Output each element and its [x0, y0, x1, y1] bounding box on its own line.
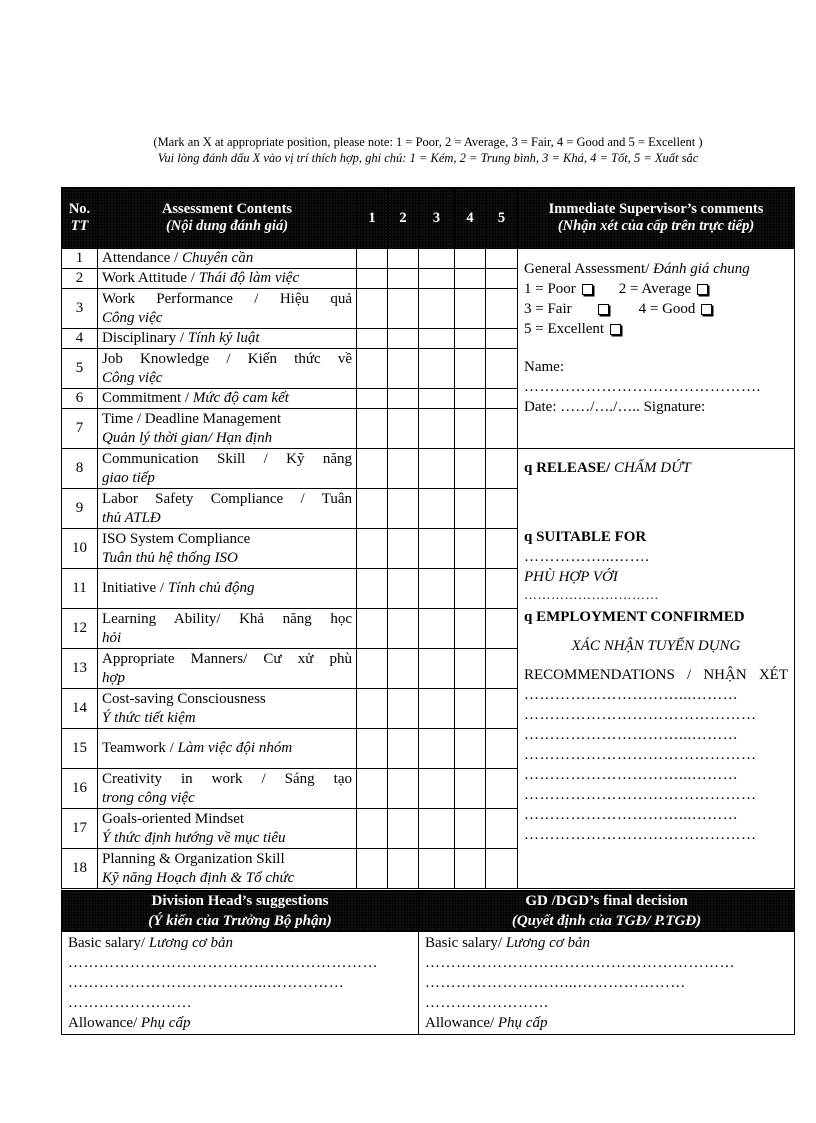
header-score-4: 4: [455, 188, 486, 249]
item-content: Planning & Organization Skill Kỹ năng Hoạch định & Tổ chức: [98, 849, 357, 889]
score-cell[interactable]: [455, 769, 486, 809]
recommendation-lines[interactable]: …………………………...……… ……………………………………… …………………………...……… ……………………………………… …………………………...……… ……………………………………… …………………………...……… ………………………………………: [524, 687, 757, 843]
suitable-option[interactable]: q SUITABLE FOR: [524, 529, 647, 545]
item-number: 15: [62, 729, 98, 769]
score-cell[interactable]: [486, 569, 518, 609]
score-cell[interactable]: [357, 849, 388, 889]
score-cell[interactable]: [455, 349, 486, 389]
item-content: Cost-saving Consciousness Ý thức tiết kiệm: [98, 689, 357, 729]
checkbox-fair[interactable]: [598, 304, 609, 315]
score-cell[interactable]: [419, 409, 455, 449]
item-content: Work Attitude / Thái độ làm việc: [98, 269, 357, 289]
score-cell[interactable]: [419, 729, 455, 769]
decision-cell: q RELEASE/ CHẤM DỨT q SUITABLE FOR ……………...……. PHÙ HỢP VỚI ………………………… q EMPLOYMENT CONFIRMED XÁC NHẬN TUYỂN DỤNG RECOMMENDATIONS / NHẬN XÉT …………………………...……… ……………………………………… …………………………...……… ……………………………………… …………………………...……… ……………………………………… …………………………...……… ………………………………………: [518, 449, 795, 889]
item-number: 1: [62, 249, 98, 269]
score-cell[interactable]: [419, 529, 455, 569]
score-cell[interactable]: [388, 529, 419, 569]
score-cell[interactable]: [455, 329, 486, 349]
name-field[interactable]: ……………………………………….: [524, 379, 761, 395]
score-cell[interactable]: [357, 289, 388, 329]
checkbox-good[interactable]: [701, 304, 712, 315]
name-label: Name:: [524, 359, 564, 375]
score-cell[interactable]: [388, 729, 419, 769]
score-cell[interactable]: [388, 769, 419, 809]
item-number: 5: [62, 349, 98, 389]
item-content: ISO System Compliance Tuân thủ hệ thống ISO: [98, 529, 357, 569]
score-cell[interactable]: [486, 849, 518, 889]
score-cell[interactable]: [388, 609, 419, 649]
general-assessment-cell: General Assessment/ Đánh giá chung 1 = Poor 2 = Average 3 = Fair 4 = Good 5 = Excellent Name: ………………………………………. Date: ……/…./….. Signature:: [518, 249, 795, 449]
score-cell[interactable]: [419, 569, 455, 609]
item-number: 6: [62, 389, 98, 409]
score-cell[interactable]: [357, 689, 388, 729]
item-content: Appropriate Manners/ Cư xử phù hợp: [98, 649, 357, 689]
header-no: No. TT: [62, 188, 98, 249]
item-number: 16: [62, 769, 98, 809]
score-cell[interactable]: [419, 289, 455, 329]
score-cell[interactable]: [419, 449, 455, 489]
score-cell[interactable]: [419, 349, 455, 389]
score-cell[interactable]: [486, 489, 518, 529]
item-number: 3: [62, 289, 98, 329]
score-cell[interactable]: [419, 649, 455, 689]
score-cell[interactable]: [419, 769, 455, 809]
header-score-2: 2: [388, 188, 419, 249]
item-number: 2: [62, 269, 98, 289]
item-content: Disciplinary / Tính kỷ luật: [98, 329, 357, 349]
recommendations-label: RECOMMENDATIONS / NHẬN XÉT: [524, 667, 788, 683]
score-cell[interactable]: [388, 449, 419, 489]
item-number: 9: [62, 489, 98, 529]
score-cell[interactable]: [486, 289, 518, 329]
division-head-suggestions[interactable]: Basic salary/ Lương cơ bản …………………………………………………… ………………………………...…………… …………………… Allowance/ Phụ cấp: [62, 932, 419, 1035]
score-cell[interactable]: [419, 809, 455, 849]
header-score-3: 3: [419, 188, 455, 249]
score-cell[interactable]: [486, 689, 518, 729]
item-number: 4: [62, 329, 98, 349]
score-cell[interactable]: [455, 569, 486, 609]
score-cell[interactable]: [388, 349, 419, 389]
item-number: 17: [62, 809, 98, 849]
score-cell[interactable]: [486, 389, 518, 409]
item-content: Work Performance / Hiệu quả Công việc: [98, 289, 357, 329]
score-cell[interactable]: [419, 329, 455, 349]
score-cell[interactable]: [357, 249, 388, 269]
gd-final-decision[interactable]: Basic salary/ Lương cơ bản …………………………………………………… ………………………...………………… …………………… Allowance/ Phụ cấp: [419, 932, 795, 1035]
score-cell[interactable]: [388, 489, 419, 529]
score-cell[interactable]: [357, 769, 388, 809]
item-content: Time / Deadline Management Quản lý thời gian/ Hạn định: [98, 409, 357, 449]
score-cell[interactable]: [357, 269, 388, 289]
score-cell[interactable]: [419, 249, 455, 269]
checkbox-average[interactable]: [697, 284, 708, 295]
score-cell[interactable]: [388, 249, 419, 269]
score-cell[interactable]: [388, 809, 419, 849]
score-cell[interactable]: [388, 849, 419, 889]
score-cell[interactable]: [357, 729, 388, 769]
score-cell[interactable]: [486, 449, 518, 489]
score-cell[interactable]: [455, 529, 486, 569]
instructions-english: (Mark an X at appropriate position, please note: 1 = Poor, 2 = Average, 3 = Fair, 4 = Good and 5 = Excellent ): [153, 135, 703, 149]
score-cell[interactable]: [486, 769, 518, 809]
item-number: 18: [62, 849, 98, 889]
decision-table: [61, 890, 795, 1035]
score-cell[interactable]: [357, 529, 388, 569]
score-cell[interactable]: [455, 649, 486, 689]
item-content: Creativity in work / Sáng tạo trong công việc: [98, 769, 357, 809]
item-number: 11: [62, 569, 98, 609]
item-content: Goals-oriented Mindset Ý thức định hướng về mục tiêu: [98, 809, 357, 849]
item-number: 13: [62, 649, 98, 689]
score-cell[interactable]: [486, 329, 518, 349]
score-cell[interactable]: [486, 249, 518, 269]
checkbox-poor[interactable]: [582, 284, 593, 295]
score-cell[interactable]: [455, 409, 486, 449]
score-cell[interactable]: [388, 569, 419, 609]
score-cell[interactable]: [419, 269, 455, 289]
item-content: Learning Ability/ Khả năng học hỏi: [98, 609, 357, 649]
score-cell[interactable]: [419, 689, 455, 729]
score-cell[interactable]: [357, 329, 388, 349]
item-content: Job Knowledge / Kiến thức về Công việc: [98, 349, 357, 389]
score-cell[interactable]: [357, 609, 388, 649]
item-number: 7: [62, 409, 98, 449]
header-score-1: 1: [357, 188, 388, 249]
score-cell[interactable]: [455, 849, 486, 889]
score-cell[interactable]: [486, 529, 518, 569]
score-cell[interactable]: [455, 249, 486, 269]
header-assessment-contents: Assessment Contents (Nội dung đánh giá): [98, 188, 357, 249]
score-cell[interactable]: [455, 809, 486, 849]
score-cell[interactable]: [388, 389, 419, 409]
division-head-header: Division Head’s suggestions (Ý kiến của Trưởng Bộ phận): [62, 891, 419, 932]
item-number: 8: [62, 449, 98, 489]
item-number: 14: [62, 689, 98, 729]
item-content: Labor Safety Compliance / Tuân thủ ATLĐ: [98, 489, 357, 529]
score-cell[interactable]: [357, 349, 388, 389]
score-cell[interactable]: [455, 729, 486, 769]
score-cell[interactable]: [486, 609, 518, 649]
score-cell[interactable]: [388, 269, 419, 289]
assessment-table: [61, 187, 795, 889]
score-cell[interactable]: [357, 449, 388, 489]
checkbox-excellent[interactable]: [610, 324, 621, 335]
score-cell[interactable]: [419, 609, 455, 649]
score-cell[interactable]: [486, 349, 518, 389]
score-cell[interactable]: [455, 489, 486, 529]
score-cell[interactable]: [455, 689, 486, 729]
date-signature: Date: ……/…./….. Signature:: [524, 399, 706, 415]
item-content: Initiative / Tính chủ động: [98, 569, 357, 609]
score-cell[interactable]: [486, 649, 518, 689]
score-cell[interactable]: [455, 449, 486, 489]
score-cell[interactable]: [388, 649, 419, 689]
score-cell[interactable]: [388, 289, 419, 329]
item-number: 10: [62, 529, 98, 569]
instructions-vietnamese: Vui lòng đánh dấu X vào vị trí thích hợp, ghi chú: 1 = Kém, 2 = Trung bình, 3 = Khá, 4 = Tốt, 5 = Xuất sắc: [157, 151, 699, 165]
score-cell[interactable]: [388, 329, 419, 349]
item-number: 12: [62, 609, 98, 649]
score-cell[interactable]: [455, 289, 486, 329]
score-cell[interactable]: [455, 389, 486, 409]
header-score-5: 5: [486, 188, 518, 249]
item-content: Communication Skill / Kỹ năng giao tiếp: [98, 449, 357, 489]
release-option[interactable]: q RELEASE/: [524, 460, 615, 476]
score-cell[interactable]: [357, 489, 388, 529]
score-cell[interactable]: [357, 649, 388, 689]
score-cell[interactable]: [419, 849, 455, 889]
score-cell[interactable]: [486, 409, 518, 449]
score-cell[interactable]: [357, 389, 388, 409]
score-cell[interactable]: [357, 809, 388, 849]
score-cell[interactable]: [486, 729, 518, 769]
score-cell[interactable]: [419, 389, 455, 409]
score-cell[interactable]: [419, 489, 455, 529]
score-cell[interactable]: [357, 409, 388, 449]
item-content: Commitment / Mức độ cam kết: [98, 389, 357, 409]
score-cell[interactable]: [388, 409, 419, 449]
score-cell[interactable]: [455, 269, 486, 289]
item-content: Teamwork / Làm việc đội nhóm: [98, 729, 357, 769]
score-cell[interactable]: [388, 689, 419, 729]
score-cell[interactable]: [357, 569, 388, 609]
item-content: Attendance / Chuyên cần: [98, 249, 357, 269]
score-cell[interactable]: [486, 809, 518, 849]
score-cell[interactable]: [455, 609, 486, 649]
employment-option[interactable]: q EMPLOYMENT CONFIRMED: [524, 609, 745, 625]
gd-header: GD /DGD’s final decision (Quyết định của TGĐ/ P.TGĐ): [419, 891, 795, 932]
score-cell[interactable]: [486, 269, 518, 289]
header-supervisor-comments: Immediate Supervisor’s comments (Nhận xét của cấp trên trực tiếp): [518, 188, 795, 249]
